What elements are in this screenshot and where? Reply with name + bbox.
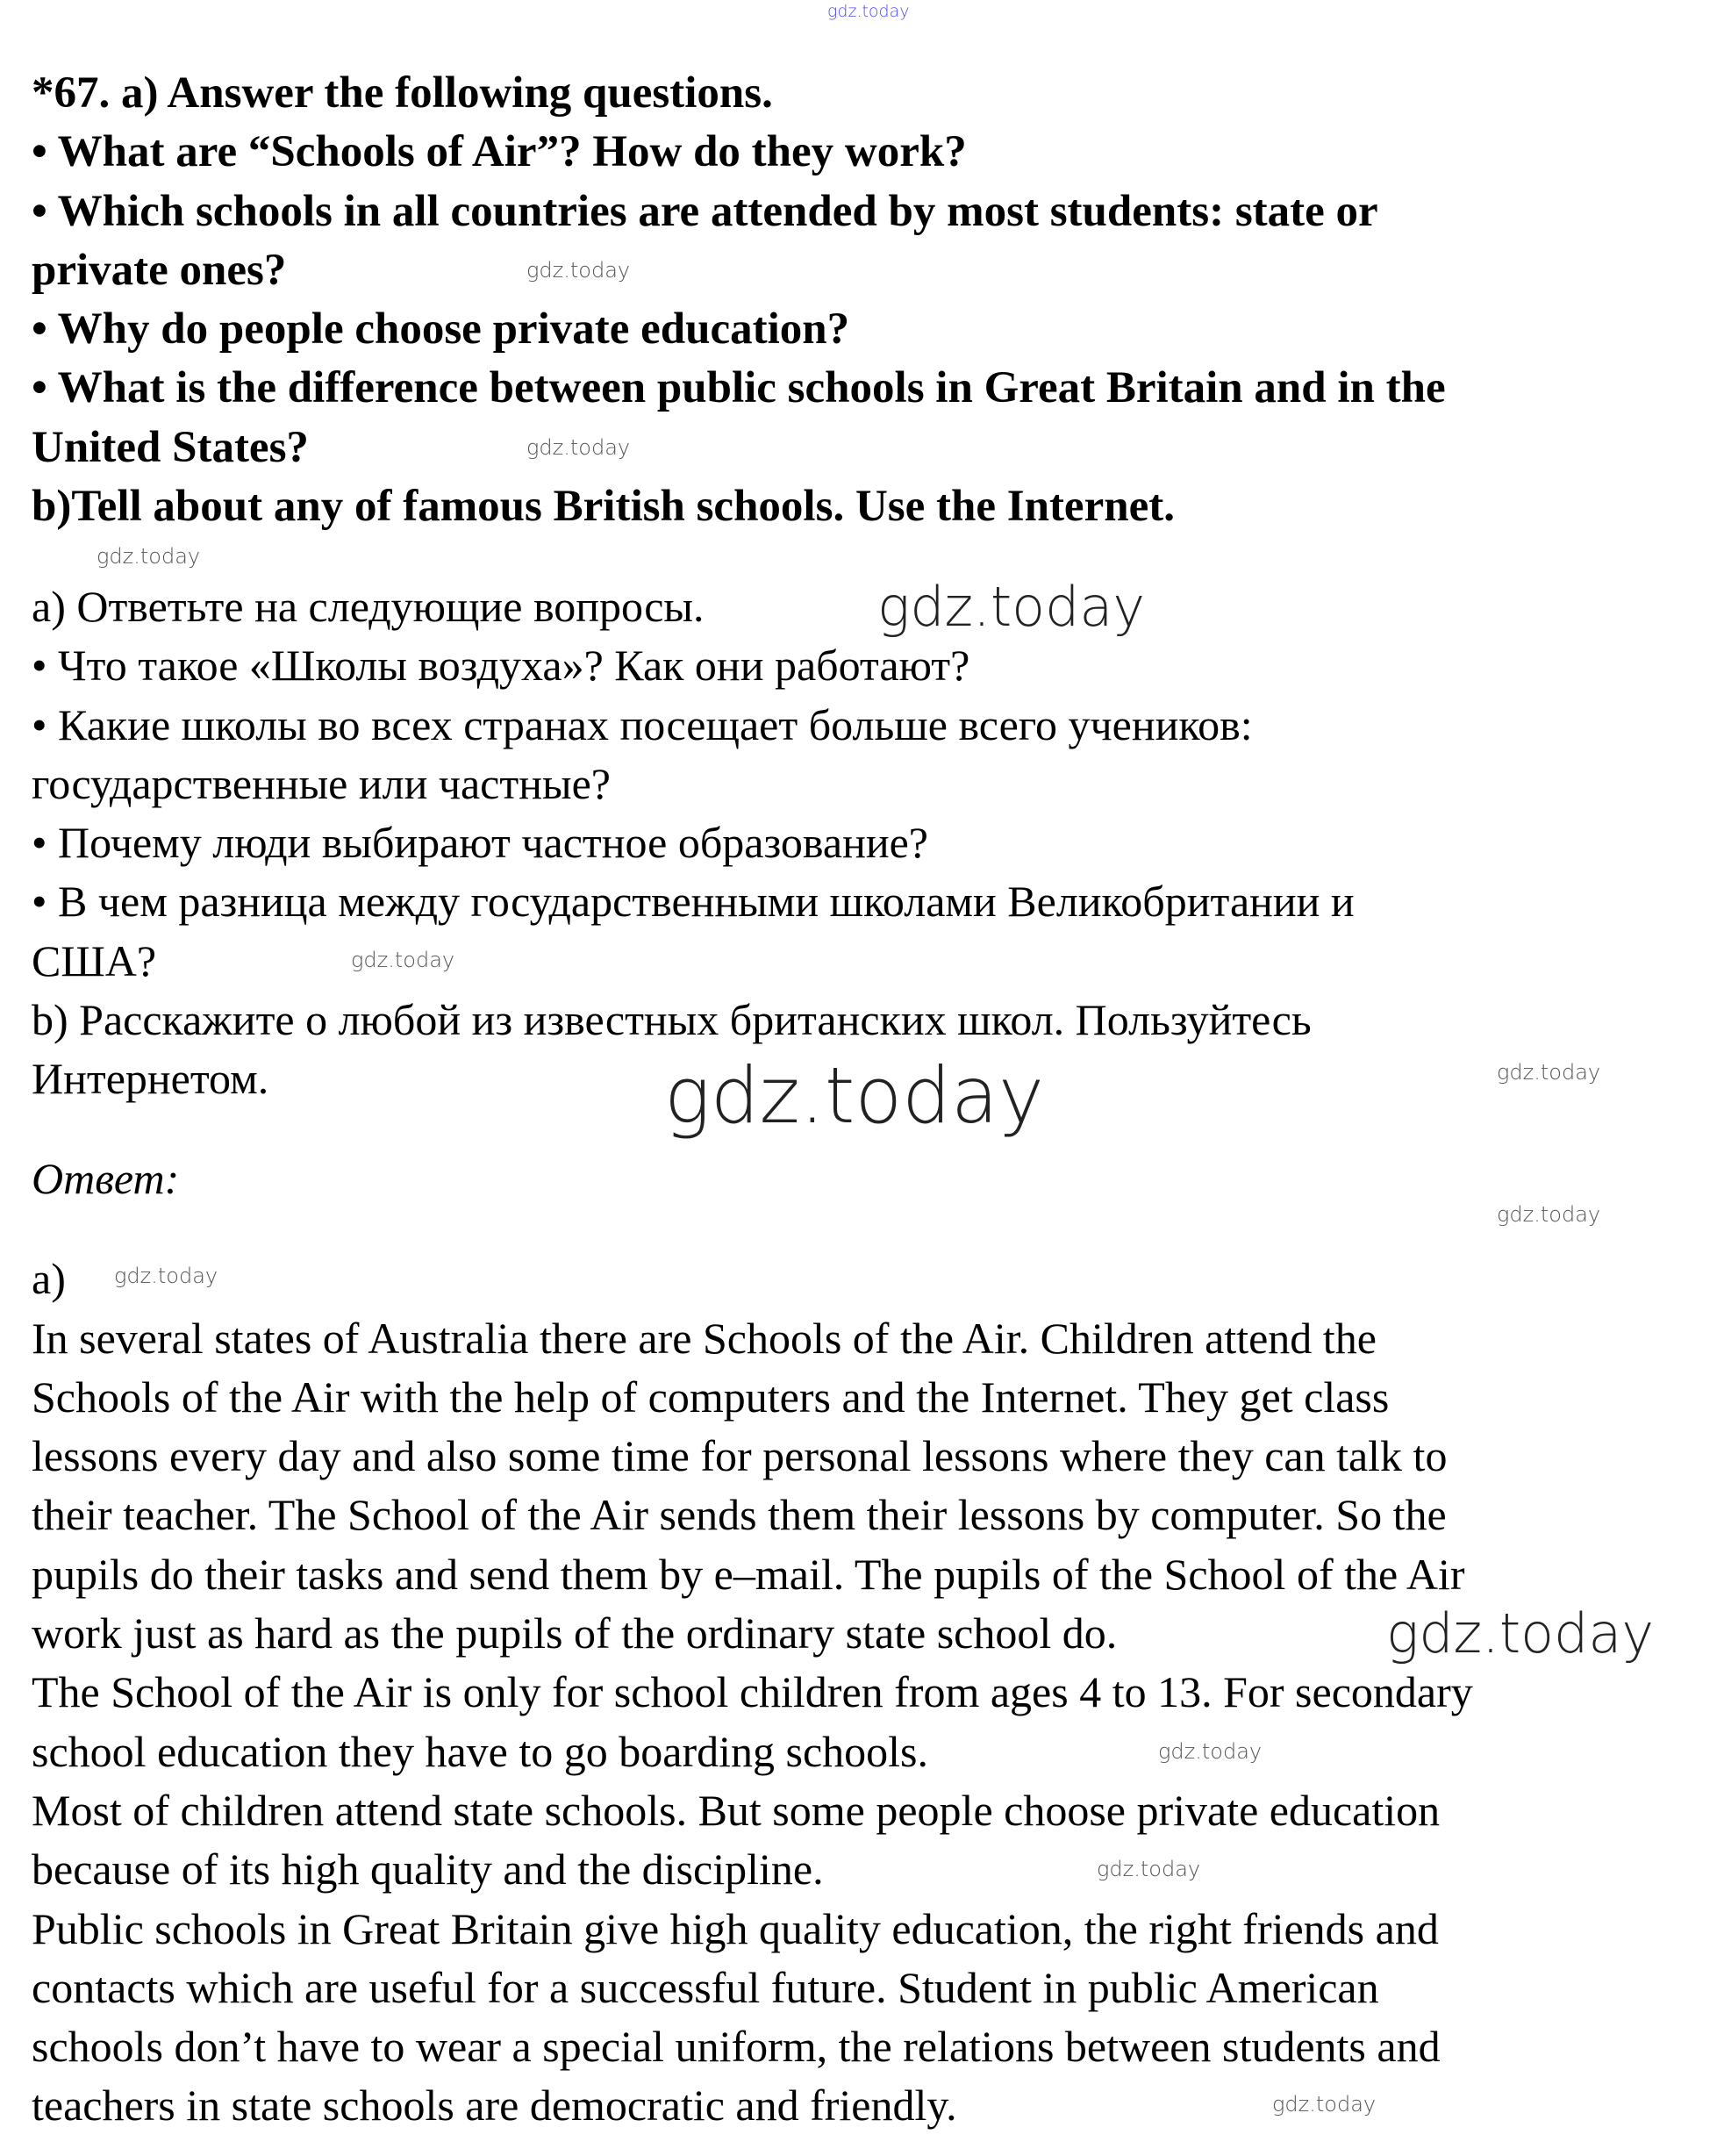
watermark: gdz.today xyxy=(1097,1857,1201,1881)
task-question: private ones? xyxy=(32,245,287,295)
answer-label: Ответ: xyxy=(32,1154,180,1203)
watermark: gdz.today xyxy=(526,258,631,283)
translation-line: США? xyxy=(32,935,157,985)
translation-line: a) Ответьте на следующие вопросы. xyxy=(32,582,705,631)
answer-part-label: a) xyxy=(32,1254,66,1304)
translation-line: • Что такое «Школы воздуха»? Как они работают? xyxy=(32,641,970,691)
watermark: gdz.today xyxy=(97,544,201,569)
answer-line: Public schools in Great Britain give high quality education, the right friends and xyxy=(32,1903,1439,1953)
task-block xyxy=(32,64,1716,536)
translation-line: Интернетом. xyxy=(32,1054,269,1104)
translation-line: • Какие школы во всех странах посещает больше всего учеников: xyxy=(32,699,1253,749)
watermark: gdz.today xyxy=(1497,1202,1601,1227)
watermark: gdz.today xyxy=(351,948,455,972)
watermark: gdz.today xyxy=(526,435,631,460)
answer-line: In several states of Australia there are Schools of the Air. Children attend the xyxy=(32,1313,1377,1363)
task-question: • What is the difference between public schools in Great Britain and in the xyxy=(32,363,1446,413)
translation-line: b) Расскажите о любой из известных британских школ. Пользуйтесь xyxy=(32,995,1312,1045)
answer-line: because of its high quality and the discipline. xyxy=(32,1844,824,1895)
answer-line: schools don’t have to wear a special uniform, the relations between students and xyxy=(32,2022,1441,2072)
answer-line: pupils do their tasks and send them by e–mail. The pupils of the School of the Air xyxy=(32,1549,1465,1599)
task-question: United States? xyxy=(32,422,309,472)
task-title: *67. a) Answer the following questions. xyxy=(32,68,773,118)
answer-line: teachers in state schools are democratic and friendly. xyxy=(32,2081,957,2131)
task-question: • What are “Schools of Air”? How do they work? xyxy=(32,127,967,177)
answer-line: Schools of the Air with the help of computers and the Internet. They get class xyxy=(32,1372,1390,1422)
translation-block xyxy=(32,577,1716,1109)
task-question: • Which schools in all countries are attended by most students: state or xyxy=(32,186,1378,236)
answer-line: lessons every day and also some time for personal lessons where they can talk to xyxy=(32,1431,1448,1481)
watermark: gdz.today xyxy=(827,2,910,21)
task-part-b: b)Tell about any of famous British schools. Use the Internet. xyxy=(32,482,1175,532)
translation-line: государственные или частные? xyxy=(32,758,611,808)
watermark: gdz.today xyxy=(1386,1601,1655,1665)
translation-line: • В чем разница между государственными школами Великобритании и xyxy=(32,877,1355,927)
watermark: gdz.today xyxy=(877,575,1146,639)
watermark: gdz.today xyxy=(1158,1739,1263,1764)
answer-line: school education they have to go boarding schools. xyxy=(32,1726,928,1776)
watermark: gdz.today xyxy=(1497,1060,1601,1085)
answer-line: contacts which are useful for a successful future. Student in public American xyxy=(32,1962,1379,2012)
answer-line: Most of children attend state schools. But some people choose private education xyxy=(32,1785,1441,1835)
answer-line: The School of the Air is only for school children from ages 4 to 13. For secondary xyxy=(32,1667,1473,1717)
translation-line: • Почему люди выбирают частное образование? xyxy=(32,818,928,868)
answer-line: their teacher. The School of the Air sends them their lessons by computer. So the xyxy=(32,1490,1447,1540)
task-question: • Why do people choose private education? xyxy=(32,304,850,355)
answer-line: work just as hard as the pupils of the ordinary state school do. xyxy=(32,1608,1118,1658)
watermark: gdz.today xyxy=(1272,2092,1377,2117)
watermark: gdz.today xyxy=(664,1050,1045,1141)
watermark: gdz.today xyxy=(114,1264,218,1288)
